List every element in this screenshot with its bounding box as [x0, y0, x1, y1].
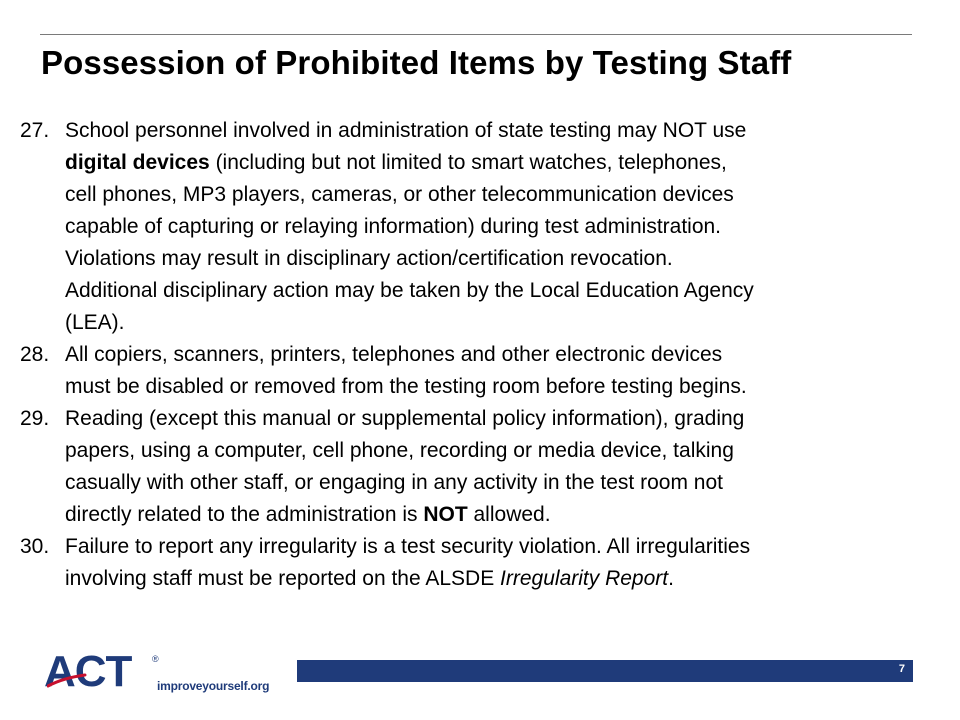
footer-bar — [297, 660, 913, 682]
logo-wordmark: ACT — [44, 647, 132, 696]
italic-text-segment: Irregularity Report — [500, 567, 669, 590]
item-number: 27. — [20, 119, 50, 142]
text-segment: Failure to report any irregularity is a test security violation. All irregularities involving staff must be reported on the ALSDE — [65, 535, 751, 590]
bold-text-segment: digital devices — [65, 151, 210, 174]
item-text — [65, 531, 950, 595]
text-segment: Reading (except this manual or supplemental policy information), grading papers, using a computer, cell phone, recording or media device, talking casually with other staff, or engaging in any activity in the test room not directly related to the administration is — [65, 407, 745, 526]
page-number: 7 — [898, 663, 905, 675]
text-segment: . — [668, 567, 674, 590]
item-text — [65, 339, 950, 403]
slide-title: Possession of Prohibited Items by Testing Staff — [41, 44, 792, 81]
list-item — [20, 403, 950, 531]
registered-mark: ® — [152, 654, 159, 664]
item-number: 28. — [20, 343, 50, 366]
logo-swoosh-icon — [47, 672, 87, 688]
act-logo — [44, 647, 284, 700]
footer — [0, 640, 960, 720]
item-number: 29. — [20, 407, 50, 430]
item-text — [65, 403, 950, 531]
text-segment: (including but not limited to smart watches, telephones, cell phones, MP3 players, cameras, or other telecommunication devices capable of capturing or relaying information) during test administration. Violations may result in disciplinary action/certification revocation. Additional disciplinary action may be taken by the Local Education Agency (LEA). — [65, 151, 754, 334]
text-segment: allowed. — [467, 503, 551, 526]
top-divider — [40, 34, 912, 35]
logo-tagline: improveyourself.org — [157, 679, 270, 693]
rules-list — [20, 115, 950, 595]
list-item — [20, 531, 950, 595]
item-number: 30. — [20, 535, 50, 558]
item-text — [65, 115, 950, 339]
list-item — [20, 339, 950, 403]
text-segment: All copiers, scanners, printers, telephones and other electronic devices must be disabled or removed from the testing room before testing begins. — [65, 343, 747, 398]
text-segment: School personnel involved in administration of state testing may NOT use — [65, 119, 747, 142]
list-item — [20, 115, 950, 339]
bold-text-segment: NOT — [423, 503, 468, 526]
